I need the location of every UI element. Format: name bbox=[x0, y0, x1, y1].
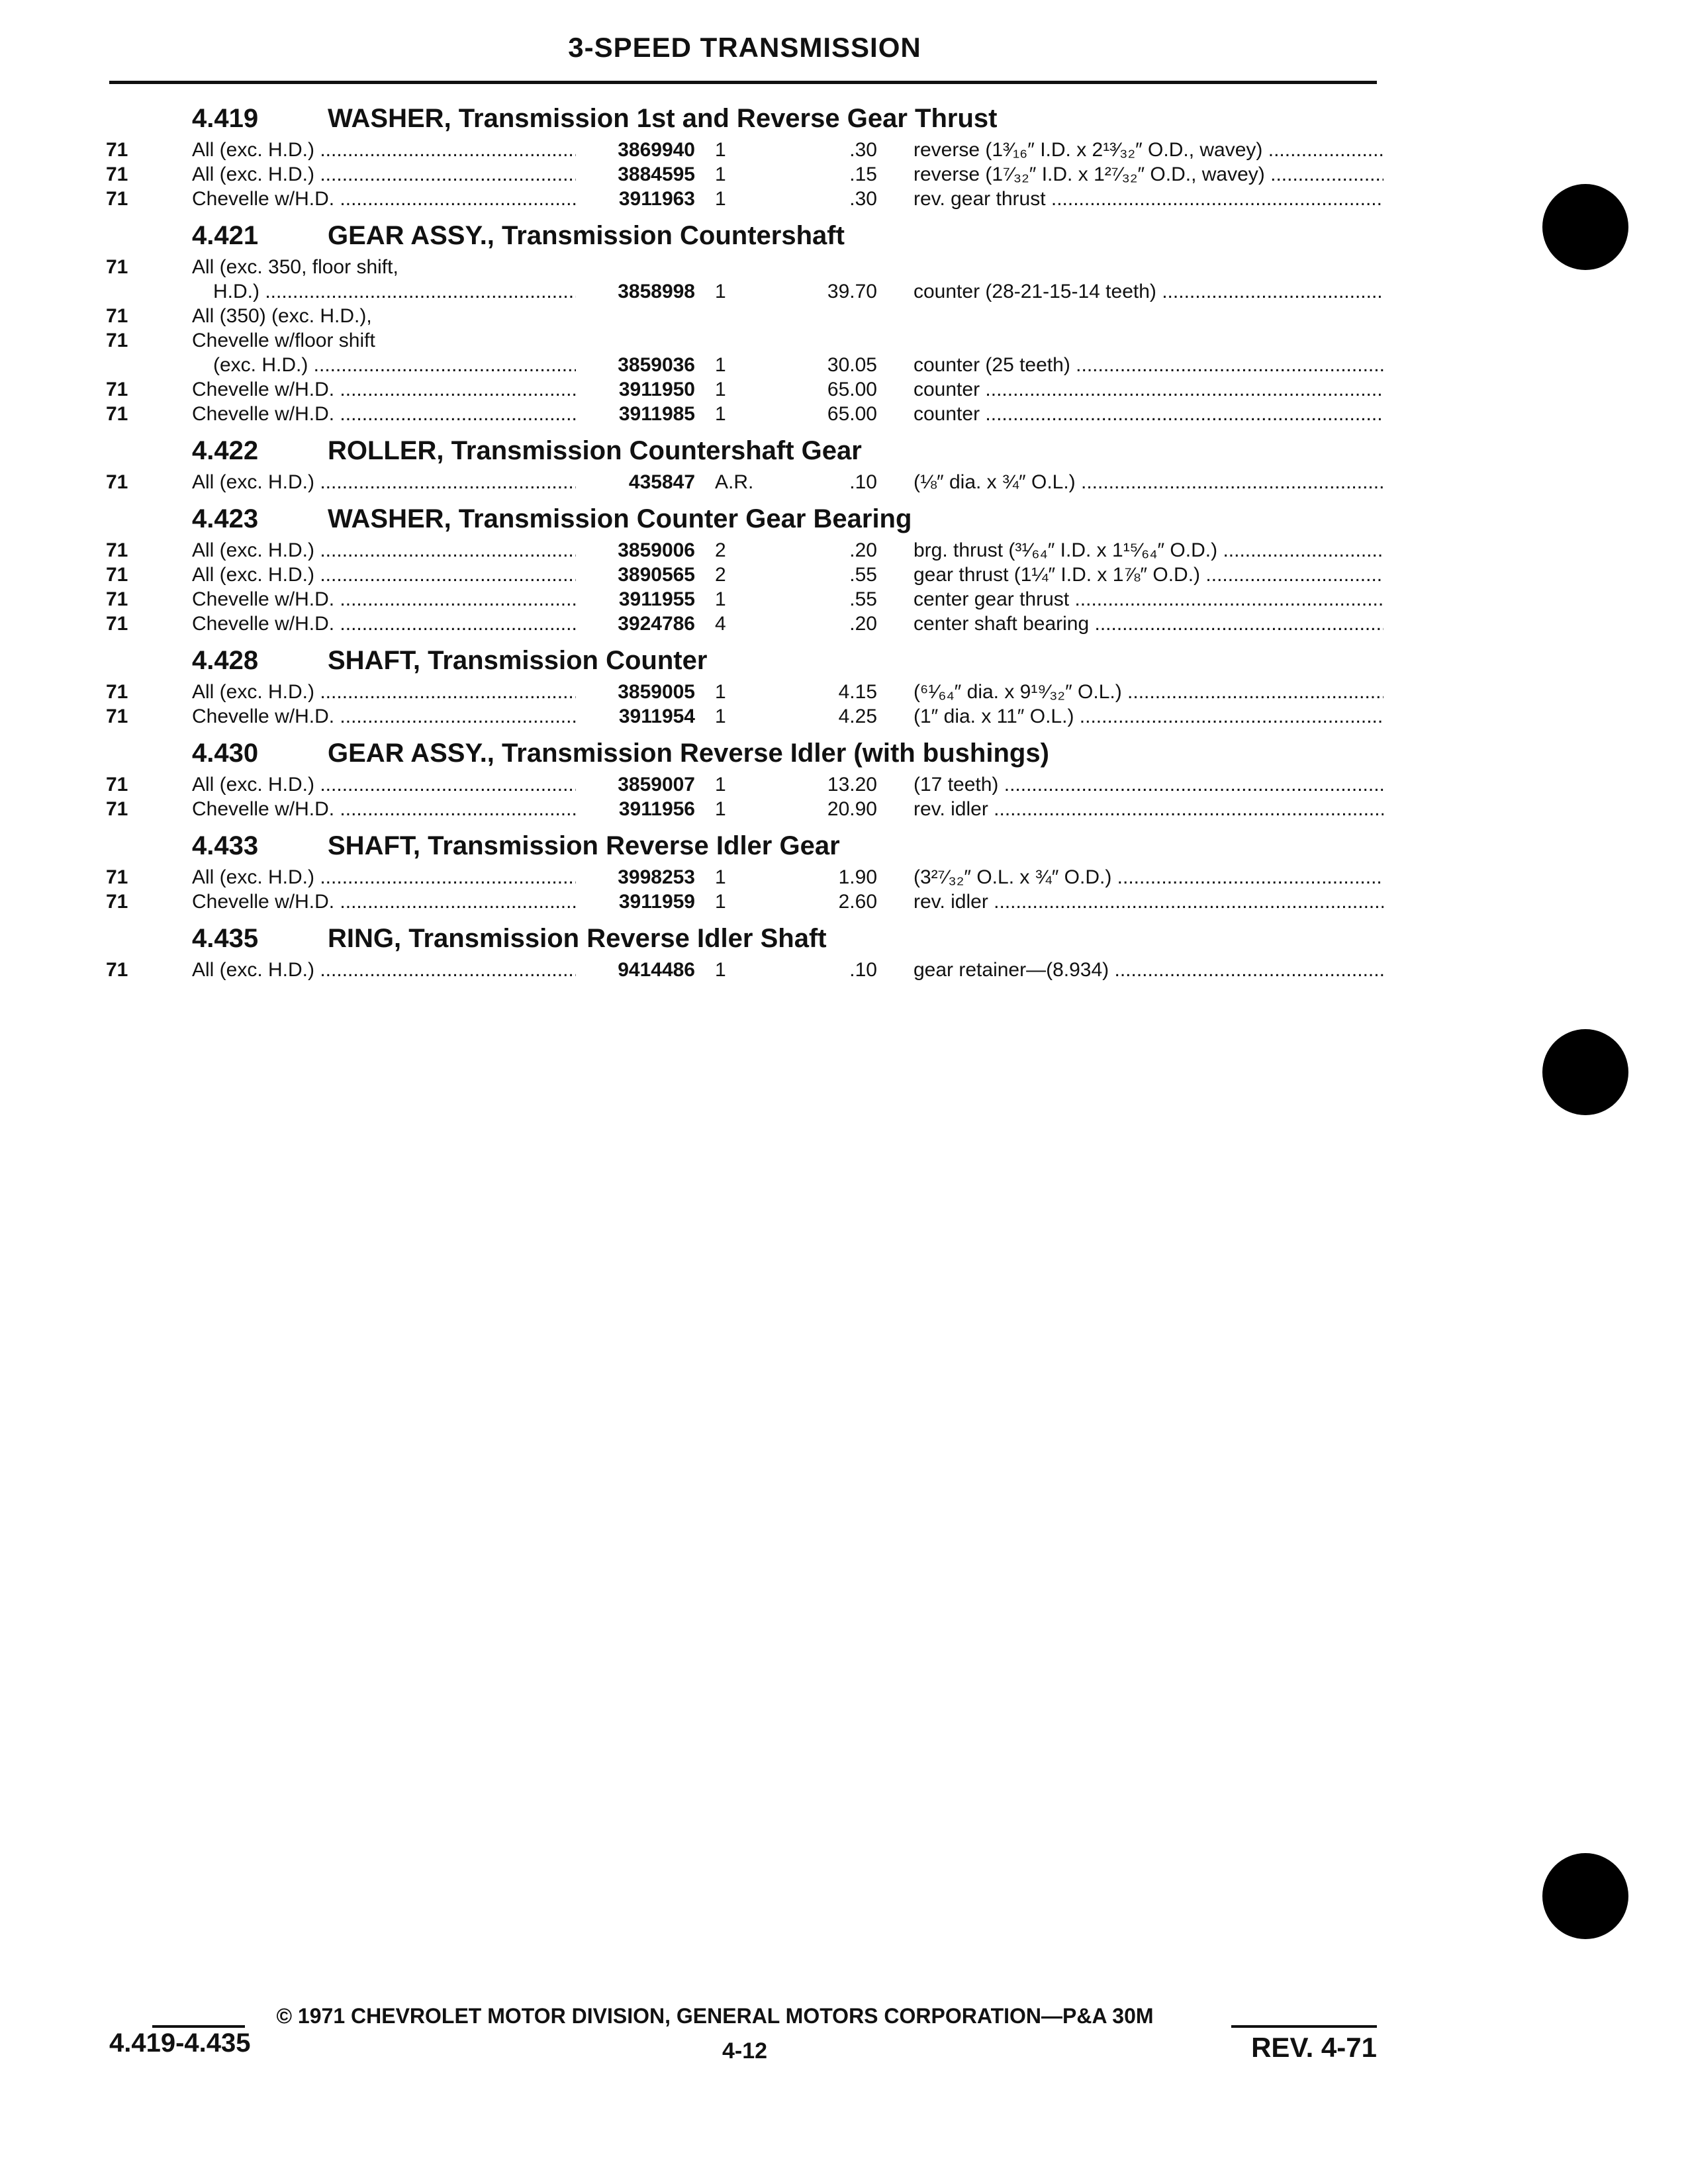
quantity: 1 bbox=[715, 354, 726, 376]
application-text: All (exc. 350, floor shift, bbox=[192, 256, 399, 278]
table-row bbox=[106, 538, 1383, 563]
model-year: 71 bbox=[106, 798, 128, 820]
leader-dots bbox=[1262, 139, 1383, 161]
leader-dots bbox=[1111, 866, 1383, 888]
page-title: 3-SPEED TRANSMISSION bbox=[568, 32, 921, 63]
table-row bbox=[106, 255, 1383, 304]
model-year: 71 bbox=[106, 539, 128, 561]
table-row bbox=[106, 328, 1383, 377]
footer-copyright: © 1971 CHEVROLET MOTOR DIVISION, GENERAL MOTORS CORPORATION—P&A 30M bbox=[276, 2004, 1154, 2028]
section-number: 4.430 bbox=[192, 739, 259, 768]
description bbox=[914, 470, 1383, 494]
description-text: brg. thrust (³¹⁄₆₄″ I.D. x 1¹⁵⁄₆₄″ O.D.) bbox=[914, 539, 1218, 561]
description-text: reverse (1⁷⁄₃₂″ I.D. x 1²⁷⁄₃₂″ O.D., wavey) bbox=[914, 163, 1265, 185]
application-text: All (exc. H.D.) bbox=[192, 774, 315, 796]
part-number: 3859036 bbox=[618, 354, 695, 376]
application-text: Chevelle w/H.D. bbox=[192, 891, 335, 913]
description bbox=[914, 162, 1383, 187]
table-row bbox=[106, 587, 1383, 612]
header-rule bbox=[109, 81, 1377, 84]
application-text: All (exc. H.D.) bbox=[192, 866, 315, 888]
part-number: 3911954 bbox=[618, 705, 695, 727]
application-text: H.D.) bbox=[213, 281, 259, 302]
model-year: 71 bbox=[106, 305, 128, 327]
part-number: 435847 bbox=[628, 471, 695, 493]
table-row bbox=[106, 889, 1383, 914]
section-4-422 bbox=[106, 432, 1383, 494]
application-text: Chevelle w/H.D. bbox=[192, 798, 335, 820]
application-text: All (exc. H.D.) bbox=[192, 139, 315, 161]
part-number: 3998253 bbox=[618, 866, 695, 888]
description bbox=[914, 402, 1383, 426]
application bbox=[192, 304, 576, 328]
table-row bbox=[106, 704, 1383, 729]
application-text: Chevelle w/H.D. bbox=[192, 379, 335, 400]
model-year: 71 bbox=[106, 866, 128, 888]
description bbox=[914, 353, 1383, 377]
section-4-433 bbox=[106, 827, 1383, 914]
description bbox=[914, 563, 1383, 587]
leader-dots bbox=[998, 774, 1383, 796]
binder-hole-icon bbox=[1542, 184, 1628, 270]
application-text: Chevelle w/H.D. bbox=[192, 188, 335, 210]
part-number: 3911956 bbox=[618, 798, 695, 820]
description bbox=[914, 865, 1383, 889]
section-number: 4.433 bbox=[192, 831, 259, 860]
section-heading bbox=[106, 99, 1383, 138]
model-year: 71 bbox=[106, 774, 128, 796]
quantity: 1 bbox=[715, 959, 726, 981]
section-4-435 bbox=[106, 919, 1383, 982]
description-text: rev. idler bbox=[914, 798, 988, 820]
section-heading bbox=[106, 734, 1383, 772]
price: 4.15 bbox=[838, 681, 877, 703]
model-year: 71 bbox=[106, 139, 128, 161]
table-row bbox=[106, 187, 1383, 211]
table-row bbox=[106, 680, 1383, 704]
leader-dots bbox=[1069, 588, 1383, 610]
quantity: 2 bbox=[715, 564, 726, 586]
model-year: 71 bbox=[106, 681, 128, 703]
part-number: 3911963 bbox=[618, 188, 695, 210]
section-title: RING, Transmission Reverse Idler Shaft bbox=[328, 924, 827, 953]
section-4-428 bbox=[106, 641, 1383, 729]
section-heading bbox=[106, 432, 1383, 470]
quantity: 1 bbox=[715, 281, 726, 302]
leader-dots bbox=[1156, 281, 1383, 302]
price: .55 bbox=[849, 588, 877, 610]
section-number: 4.435 bbox=[192, 924, 259, 953]
leader-dots bbox=[1089, 613, 1383, 635]
table-row bbox=[106, 402, 1383, 426]
description bbox=[914, 889, 1383, 914]
section-heading bbox=[106, 641, 1383, 680]
price: .10 bbox=[849, 959, 877, 981]
price: 39.70 bbox=[827, 281, 877, 302]
quantity: 1 bbox=[715, 403, 726, 425]
description bbox=[914, 797, 1383, 821]
leader-dots bbox=[1265, 163, 1383, 185]
footer-range: 4.419-4.435 bbox=[109, 2028, 251, 2058]
leader-dots bbox=[1046, 188, 1383, 210]
table-row bbox=[106, 612, 1383, 636]
description-text: gear retainer—(8.934) bbox=[914, 959, 1109, 981]
model-year: 71 bbox=[106, 588, 128, 610]
description bbox=[914, 958, 1383, 982]
leader-dots bbox=[1109, 959, 1383, 981]
price: .10 bbox=[849, 471, 877, 493]
description-text: gear thrust (1¼″ I.D. x 1⅞″ O.D.) bbox=[914, 564, 1201, 586]
application-line bbox=[192, 255, 576, 279]
leader-dots bbox=[1074, 705, 1383, 727]
quantity: 1 bbox=[715, 705, 726, 727]
description bbox=[914, 680, 1383, 704]
description-text: counter bbox=[914, 403, 980, 425]
section-heading bbox=[106, 216, 1383, 255]
application-text: Chevelle w/H.D. bbox=[192, 588, 335, 610]
footer-revision: REV. 4-71 bbox=[1251, 2032, 1377, 2063]
description-text: center gear thrust bbox=[914, 588, 1070, 610]
price: 65.00 bbox=[827, 403, 877, 425]
quantity: 1 bbox=[715, 774, 726, 796]
leader-dots bbox=[980, 379, 1383, 400]
price: .55 bbox=[849, 564, 877, 586]
quantity: 1 bbox=[715, 681, 726, 703]
leader-dots bbox=[1200, 564, 1383, 586]
price: 65.00 bbox=[827, 379, 877, 400]
part-number: 3869940 bbox=[618, 139, 695, 161]
parts-list bbox=[106, 99, 1383, 987]
description-text: center shaft bearing bbox=[914, 613, 1090, 635]
price: .30 bbox=[849, 139, 877, 161]
description bbox=[914, 704, 1383, 729]
part-number: 3911955 bbox=[618, 588, 695, 610]
quantity: 1 bbox=[715, 188, 726, 210]
table-row bbox=[106, 304, 1383, 328]
model-year: 71 bbox=[106, 163, 128, 185]
table-row bbox=[106, 470, 1383, 494]
section-4-421 bbox=[106, 216, 1383, 426]
section-heading bbox=[106, 827, 1383, 865]
application-text: All (exc. H.D.) bbox=[192, 539, 315, 561]
table-row bbox=[106, 958, 1383, 982]
part-number: 3890565 bbox=[618, 564, 695, 586]
part-number: 3858998 bbox=[618, 281, 695, 302]
leader-dots bbox=[988, 891, 1383, 913]
table-row bbox=[106, 563, 1383, 587]
section-number: 4.419 bbox=[192, 104, 259, 133]
section-title: WASHER, Transmission Counter Gear Bearing bbox=[328, 504, 912, 533]
price: 4.25 bbox=[838, 705, 877, 727]
section-heading bbox=[106, 500, 1383, 538]
table-row bbox=[106, 162, 1383, 187]
description-text: counter bbox=[914, 379, 980, 400]
price: 2.60 bbox=[838, 891, 877, 913]
application-line bbox=[192, 328, 576, 353]
part-number: 3911959 bbox=[618, 891, 695, 913]
quantity: 1 bbox=[715, 798, 726, 820]
table-row bbox=[106, 865, 1383, 889]
section-4-430 bbox=[106, 734, 1383, 821]
section-title: ROLLER, Transmission Countershaft Gear bbox=[328, 436, 862, 465]
quantity: 2 bbox=[715, 539, 726, 561]
description bbox=[914, 538, 1383, 563]
section-heading bbox=[106, 919, 1383, 958]
model-year: 71 bbox=[106, 564, 128, 586]
quantity: 1 bbox=[715, 891, 726, 913]
section-title: WASHER, Transmission 1st and Reverse Gear Thrust bbox=[328, 104, 998, 133]
quantity: 1 bbox=[715, 588, 726, 610]
price: .30 bbox=[849, 188, 877, 210]
binder-hole-icon bbox=[1542, 1029, 1628, 1115]
application-text: Chevelle w/H.D. bbox=[192, 403, 335, 425]
application-text: All (exc. H.D.) bbox=[192, 681, 315, 703]
section-title: GEAR ASSY., Transmission Countershaft bbox=[328, 221, 845, 250]
model-year: 71 bbox=[106, 613, 128, 635]
application-text: Chevelle w/H.D. bbox=[192, 613, 335, 635]
quantity: 1 bbox=[715, 163, 726, 185]
model-year: 71 bbox=[106, 330, 128, 351]
quantity: 1 bbox=[715, 379, 726, 400]
description bbox=[914, 612, 1383, 636]
section-4-419 bbox=[106, 99, 1383, 211]
description-text: counter (28-21-15-14 teeth) bbox=[914, 281, 1156, 302]
description-text: (⁶¹⁄₆₄″ dia. x 9¹⁹⁄₃₂″ O.L.) bbox=[914, 681, 1122, 703]
section-title: GEAR ASSY., Transmission Reverse Idler (with bushings) bbox=[328, 739, 1049, 768]
application-text: (exc. H.D.) bbox=[213, 354, 308, 376]
description bbox=[914, 279, 1383, 304]
description bbox=[914, 772, 1383, 797]
leader-dots bbox=[1076, 471, 1383, 493]
price: .20 bbox=[849, 613, 877, 635]
description-text: (⅛″ dia. x ¾″ O.L.) bbox=[914, 471, 1076, 493]
part-number: 9414486 bbox=[618, 959, 695, 981]
application-text: All (exc. H.D.) bbox=[192, 471, 315, 493]
leader-dots bbox=[988, 798, 1383, 820]
description-text: rev. idler bbox=[914, 891, 988, 913]
quantity: 1 bbox=[715, 866, 726, 888]
leader-dots bbox=[1070, 354, 1383, 376]
part-number: 3911985 bbox=[618, 403, 695, 425]
price: 1.90 bbox=[838, 866, 877, 888]
description-text: reverse (1³⁄₁₆″ I.D. x 2¹³⁄₃₂″ O.D., wavey) bbox=[914, 139, 1263, 161]
description bbox=[914, 187, 1383, 211]
binder-hole-icon bbox=[1542, 1853, 1628, 1939]
model-year: 71 bbox=[106, 188, 128, 210]
model-year: 71 bbox=[106, 471, 128, 493]
section-number: 4.422 bbox=[192, 436, 259, 465]
part-number: 3884595 bbox=[618, 163, 695, 185]
description-text: counter (25 teeth) bbox=[914, 354, 1070, 376]
section-number: 4.423 bbox=[192, 504, 259, 533]
description-text: rev. gear thrust bbox=[914, 188, 1046, 210]
table-row bbox=[106, 377, 1383, 402]
part-number: 3859006 bbox=[618, 539, 695, 561]
price: 30.05 bbox=[827, 354, 877, 376]
part-number: 3911950 bbox=[618, 379, 695, 400]
leader-dots bbox=[980, 403, 1383, 425]
section-4-423 bbox=[106, 500, 1383, 636]
model-year: 71 bbox=[106, 379, 128, 400]
leader-dots bbox=[1217, 539, 1383, 561]
application-text: Chevelle w/floor shift bbox=[192, 330, 375, 351]
model-year: 71 bbox=[106, 705, 128, 727]
model-year: 71 bbox=[106, 403, 128, 425]
table-row bbox=[106, 772, 1383, 797]
quantity: 1 bbox=[715, 139, 726, 161]
description-text: (17 teeth) bbox=[914, 774, 999, 796]
part-number: 3924786 bbox=[618, 613, 695, 635]
quantity: 4 bbox=[715, 613, 726, 635]
description bbox=[914, 138, 1383, 162]
table-row bbox=[106, 138, 1383, 162]
application-text: All (exc. H.D.) bbox=[192, 564, 315, 586]
application-text: All (350) (exc. H.D.), bbox=[192, 305, 372, 327]
description-text: (3²⁷⁄₃₂″ O.L. x ¾″ O.D.) bbox=[914, 866, 1112, 888]
price: 13.20 bbox=[827, 774, 877, 796]
application-text: Chevelle w/H.D. bbox=[192, 705, 335, 727]
model-year: 71 bbox=[106, 256, 128, 278]
application-text: All (exc. H.D.) bbox=[192, 163, 315, 185]
section-number: 4.421 bbox=[192, 221, 259, 250]
model-year: 71 bbox=[106, 959, 128, 981]
section-title: SHAFT, Transmission Counter bbox=[328, 646, 708, 675]
price: 20.90 bbox=[827, 798, 877, 820]
description-text: (1″ dia. x 11″ O.L.) bbox=[914, 705, 1074, 727]
price: .20 bbox=[849, 539, 877, 561]
model-year: 71 bbox=[106, 891, 128, 913]
description bbox=[914, 587, 1383, 612]
section-title: SHAFT, Transmission Reverse Idler Gear bbox=[328, 831, 840, 860]
leader-dots bbox=[1122, 681, 1383, 703]
description bbox=[914, 377, 1383, 402]
table-row bbox=[106, 797, 1383, 821]
price: .15 bbox=[849, 163, 877, 185]
section-number: 4.428 bbox=[192, 646, 259, 675]
application-text: All (exc. H.D.) bbox=[192, 959, 315, 981]
part-number: 3859007 bbox=[618, 774, 695, 796]
application-line bbox=[192, 304, 576, 328]
part-number: 3859005 bbox=[618, 681, 695, 703]
footer-page-number: 4-12 bbox=[722, 2038, 768, 2064]
quantity: A.R. bbox=[715, 471, 754, 493]
